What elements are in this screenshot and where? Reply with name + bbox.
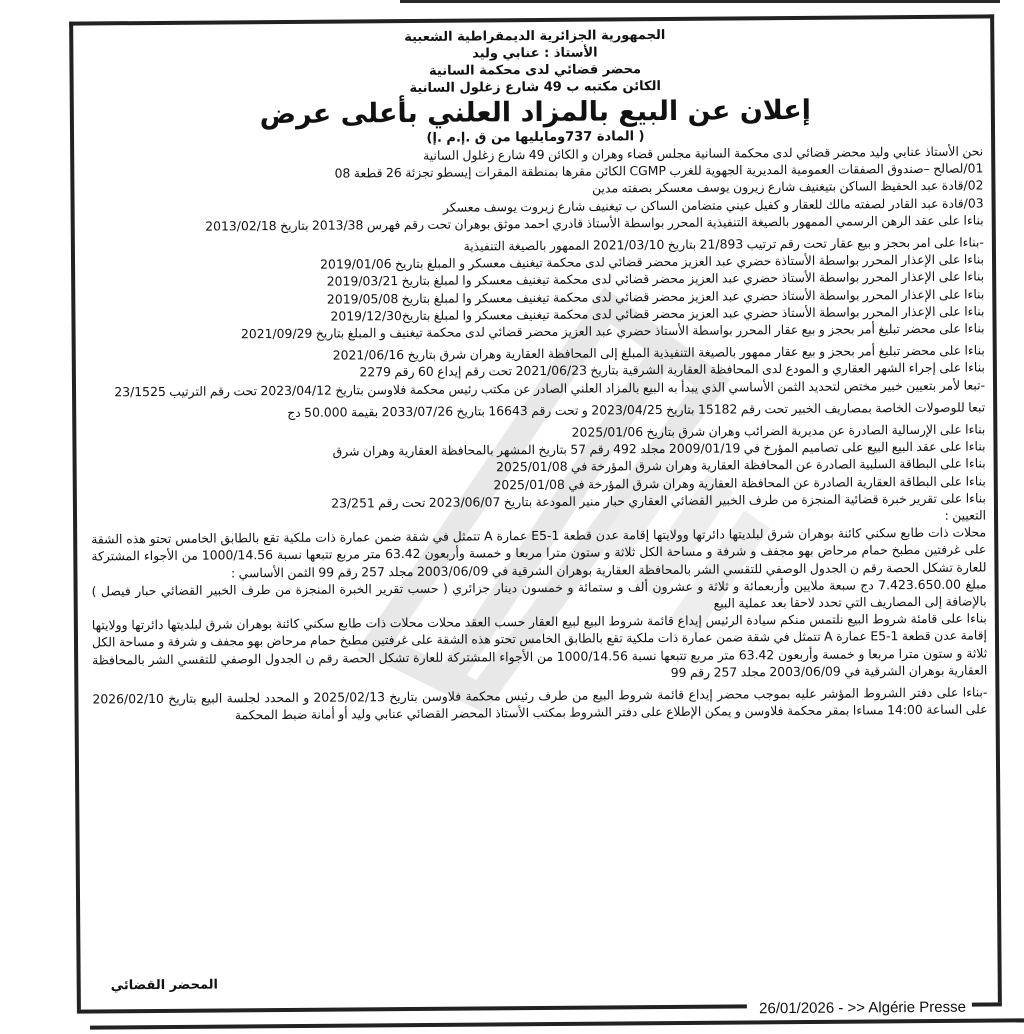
body-paragraph: 03/قادة عبد القادر لصفته مالك للعقار و كفيل عيني متضامن الساكن ب تيغنيف شارع زيروت يوسف معسكر xyxy=(442,195,984,215)
legal-article: ( المادة 737ومايليها من ق .إ.م .إ) xyxy=(426,129,645,146)
box-bottom-border-right xyxy=(972,1002,1002,1006)
previous-notice-border xyxy=(400,0,1000,3)
body-paragraph: نحن الأستاذ عنابي وليد محضر قضائي لدى محكمة السانية مجلس قضاء وهران و الكائن 49 شارع زغلول السانية xyxy=(423,143,984,163)
body-paragraph: بناءا على الإرسالية الصادرة عن مديرية الضرائب وهران شرق بتاريخ 2025/01/06 xyxy=(571,421,986,440)
body-paragraph: بناءا على الإعذار المحرر بواسطة الأستاذ حضري عبد العزيز محضر قضائي لدى محكمة تيغنيف معسكر وا لمبلغ بتاريخ2019/12/30 xyxy=(330,303,985,324)
body-paragraph: بناءا على قامئة شروط البيع نلتمس منكم سيادة الرئيس إيداع قائمة شروط البيع لبيع العقار حسب العقد محلات محلات ذات طابع سكني كائنة بوهران شرق لبلديتها دائرتها وولايتها إقامة عدن قطعة E5-1 عمارة A تتمثل في شقة ضمن عمارة ذات ملكية تقع بالطابق الخامس تحتو هذه الشقة على غرفتين مطبخ حمام مرحاض بهو مجفف و شرفة و مساحة الكل ثلاثة و ستون مترا مربعا و خمسة وأربعون 63.42 متر مربع تتبعها نسبة 1000/14.56 من الأجواء المشتركة للعارة تشكل الحصة رقم ن الجدول الوصفي للتقسي الشر بالمحافظة العقارية بوهران الشرقية في 2003/06/09 مجلد 257 رقم 99 xyxy=(91,610,988,680)
body-paragraph: بناءا على إجراء الشهر العقاري و المودع لدى المحافظة العقارية الشرقية بتاريخ 2021/06/23 تحت رقم إيداع 60 رقم 2279 xyxy=(359,359,985,380)
body-paragraph: بناءا على الإعذار المحرر بواسطة الأستاذ حضري عبد العزيز محضر قضائي لدى محكمة تيغنيف معسكر وا لمبلغ بتاريخ 2019/05/08 xyxy=(326,286,985,307)
property-description: محلات ذات طابع سكني كائنة بوهران شرق لبلديتها دائرتها وولايتها إقامة عدن قطعة E5-1 عمارة A تتمثل في شقة ضمن عمارة ذات ملكية تقع بالطابق الخامس تحتو هذه الشقة على غرفتين مطبخ حمام مرحاض بهو مجفف و شرفة و مساحة الكل ثلاثة و ستون مترا مربعا و خمسة وأربعون 63.42 متر مربع تتبعها نسبة 1000/14.56 من الأجواء المشتركة للعارة تشكل الحصة رقم ن الجدول الوصفي للتقسي الشر بالمحافظة العقارية بوهران الشرقية في 2003/06/09 مجلد 257 رقم 99 الثمن الأساسي : xyxy=(91,524,987,581)
body-paragraph: بناءا على عقد البيع البيع على تصاميم المؤرخ في 2009/01/19 مجلد 492 رقم 57 بتاريخ المشهر بالمحافظة العقارية وهران شرق xyxy=(332,438,986,459)
bailiff-address: الكائن مكتبه ب 49 شارع زغلول السانية xyxy=(409,79,661,96)
publication-stamp: 26/01/2026 - >> Algérie Presse xyxy=(759,998,966,1018)
republic-heading: الجمهورية الجزائرية الديمقراطية الشعبية xyxy=(404,27,666,46)
body-paragraph: بناءا على الإعذار المحرر بواسطة الأستاذة حضري عبد العزيز محضر قضائي لدى محكمة تيغنيف معسكر و المبلغ بتاريخ 2019/01/06 xyxy=(320,251,985,272)
body-paragraph: 02/قادة عبد الحفيظ الساكن بتيغنيف شارع زيرون يوسف معسكر بصفته مدين xyxy=(591,177,984,196)
body-paragraph: بناءا على الإعذار المحرر بواسطة الأستاذ حضري عبد العزيز محضر قضائي لدى محكمة تيغنيف معسكر وا لمبلغ بتاريخ 2019/03/21 xyxy=(326,268,985,290)
notice-box xyxy=(69,14,1002,1018)
body-paragraph: بناءا على تقرير خبرة قضائية المنجزة من طرف الخبير القضائي العقاري حبار منير المودعة بتاريخ 2023/06/07 تحت رقم 23/251 xyxy=(331,490,986,511)
signature-bailiff: المحضر القضائي xyxy=(110,977,219,994)
designation-label: التعيين : xyxy=(944,507,987,523)
notice-title: إعلان عن البيع بالمزاد العلني بأعلى عرض xyxy=(259,94,812,131)
next-notice-border xyxy=(90,1018,1024,1029)
notice-content xyxy=(87,24,987,725)
body-paragraph: -تبعا لأمر بتعيين خبير مختص لتحديد الثمن الأساسي الذي يبدأ به البيع بالمزاد العلني الصادر عن مكتب رئيس محكمة فلاوسن بتاريخ 2023/04/12 تحت رقم الترتيب 23/1525 xyxy=(114,377,986,399)
body-paragraph: بناءا على محضر تبليغ أمر بحجز و بيع عقار ممهور بالصيغة التنفيذية المبلغ إلى المحافظة العقارية وهران شرق بتاريخ 2021/06/16 xyxy=(332,342,985,363)
auction-date-paragraph: -بناءا على دفتر الشروط المؤشر عليه بموجب محضر إيداع قائمة شروط البيع من طرف رئيس محكمة فلاوسن بتاريخ 2025/02/13 و المحدد لجلسة البيع بتاريخ 2026/02/10 على الساعة 14:00 مساءا بمقر محكمة فلاوسن و يمكن الإطلاع على دفتر الشروط بمكتب الأستاذ المحضر القضائي عنابي وليد أو أمانة ضبط المحكمة xyxy=(92,684,988,723)
body-paragraph: تبعا للوصولات الخاصة بمصاريف الخبير تحت رقم 15182 بتاريخ 2023/04/25 و تحت رقم 16643 بتاريخ 2033/07/26 بقيمة 50.000 دج xyxy=(287,399,986,420)
body-paragraph: بناءا على البطاقة السلبية الصادرة عن المحافظة العقارية وهران شرق المؤرخة في 2025/01/08 xyxy=(496,455,986,475)
box-bottom-border xyxy=(77,1004,747,1013)
body-paragraph: -بناءا على امر بحجز و بيع عقار تحت رقم ترتيب 21/893 بتاريخ 2021/03/10 الممهور بالصيغة التنفيذية xyxy=(463,234,984,254)
body-paragraph: 01/لصالح –صندوق الصفقات العمومية المديرية الجهوية للغرب CGMP الكائن مقرها بمنطقة المقرات إيسطو تجزئة 26 قطعة 08 xyxy=(334,160,984,181)
bailiff-name: الأستاذ : عنابي وليد xyxy=(472,45,598,62)
bailiff-office: محضر قضائي لدى محكمة السانية xyxy=(428,62,642,79)
body-paragraph: بناءا على محضر تبليغ أمر بحجز و بيع عقار المحرر بواسطة الأستاذ حضري عبد العزيز محضر قضائي لدى محكمة تيغنيف و المبلغ بتاريخ 2021/09/29 xyxy=(240,320,985,342)
body-paragraph: بناءا على البطاقة العقارية الصادرة عن المحافظة العقارية وهران شرق المؤرخة في 2025/01/08 xyxy=(493,473,986,492)
notice-body xyxy=(88,142,987,725)
body-paragraph: بناءا على عقد الرهن الرسمي الممهور بالصيغة التنفيذية المحرر بواسطة الأستاذ قادري احمد موثق بوهران تحت رقم فهرس 2013/38 بتاريخ 2013/02/18 xyxy=(205,212,984,234)
base-price: مبلغ 7.423.650.00 دج سبعة ملايين وأربعمائة و ثلاثة و عشرون ألف و ستمائة و خمسون دينار جزائري ( حسب تقرير الخبرة المنجزة من طرف الخبير القضائي حبار فيصل ) بالإضافة إلى المصاريف التي تحدد لاحقا بعد عملية البيع xyxy=(91,576,987,611)
